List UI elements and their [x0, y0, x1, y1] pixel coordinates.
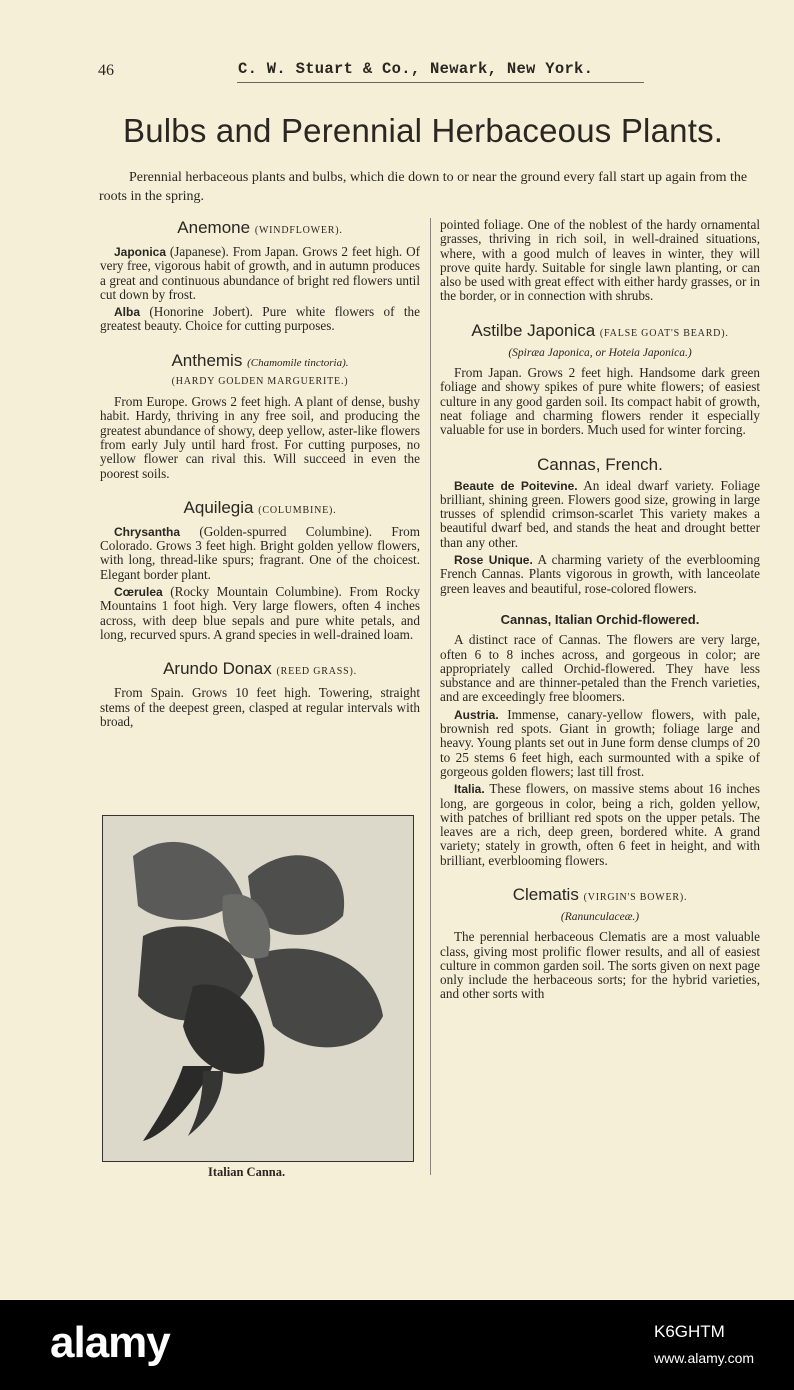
entry-lead: Cœrulea — [114, 585, 163, 600]
entry-lead: Rose Unique. — [454, 553, 533, 568]
image-code: K6GHTM — [654, 1322, 725, 1341]
heading-text: Anthemis — [171, 350, 243, 370]
entry-lead: Beaute de Poitevine. — [454, 478, 578, 493]
entry-text: (Rocky Mountain Columbine). From Rocky Mountains 1 foot high. Very large flowers, often 4 inches across, with deep blue sepals and pure white petals, and long, recurved spurs. A grand species in well-drained loam. — [100, 584, 420, 642]
entry-paragraph: From Japan. Grows 2 feet high. Handsome dark green foliage and showy spikes of pure white flowers; of easiest culture in any good garden soil. Its compact habit of growth, neat foliage and charming flowers render it especially valuable for use in borders. Much used for winter forcing. — [440, 365, 760, 438]
page-title: Bulbs and Perennial Herbaceous Plants. — [123, 112, 724, 149]
heading-common-name: (COLUMBINE). — [258, 504, 337, 516]
heading-text: Anemone — [177, 218, 251, 237]
entry-paragraph — [100, 245, 420, 302]
heading-common-name: (HARDY GOLDEN MARGUERITE.) — [171, 375, 349, 387]
entry-paragraph: From Europe. Grows 2 feet high. A plant of dense, bushy habit. Hardy, thriving in any free soil, and producing the greatest abundance of showy, deep yellow, aster-like flowers from early July until hard frost. For cutting purposes, no yellow flower can rival this. Will succeed in even the poorest soils. — [100, 394, 420, 481]
entry-lead: Alba — [114, 305, 141, 320]
section-heading-astilbe — [440, 321, 760, 344]
entry-text: Immense, canary-yellow flowers, with pale, brownish red spots. Giant in growth; foliage large and heavy. Young plants set out in June form dense clumps of 20 to 25 stems 6 feet high, each surmounted with a spike of gorgeous golden flowers; last till frost. — [440, 706, 760, 779]
heading-text: Astilbe Japonica — [471, 320, 596, 340]
heading-common-name: (VIRGIN'S BOWER). — [583, 891, 688, 903]
heading-common-name: (REED GRASS). — [276, 666, 357, 678]
section-heading-arundo — [100, 659, 420, 682]
section-heading-anthemis — [100, 351, 420, 373]
section-heading-anemone — [100, 218, 420, 241]
entry-paragraph: A distinct race of Cannas. The flowers are very large, often 6 to 8 inches across, and gorgeous in color; are appropriately called Orchid-flowered. They have less substance and are thinner-petaled than the French varieties, and are exceedingly free bloomers. — [440, 632, 760, 705]
heading-common-name: (WINDFLOWER). — [254, 225, 343, 236]
left-column — [100, 218, 420, 732]
entry-paragraph — [440, 553, 760, 596]
photo-caption: Italian Canna. — [208, 1165, 286, 1179]
italian-canna-photo — [102, 815, 414, 1162]
section-heading-cannas-italian: Cannas, Italian Orchid-flowered. — [500, 611, 700, 627]
entry-lead: Chrysantha — [114, 524, 181, 539]
entry-paragraph: From Spain. Grows 10 feet high. Towering, straight stems of the deepest green, clasped at regular intervals with broad, — [100, 685, 420, 729]
entry-lead: Japonica — [114, 245, 167, 259]
heading-text: Aquilegia — [183, 497, 254, 517]
heading-latin-name: (Ranunculaceæ.) — [560, 910, 640, 923]
entry-lead: Austria. — [454, 707, 499, 722]
canna-flower-illustration — [103, 816, 413, 1161]
running-header: C. W. Stuart & Co., Newark, New York. — [238, 60, 594, 78]
alamy-logo: alamy — [50, 1318, 170, 1367]
heading-latin-name: (Chamomile tinctoria). — [247, 356, 349, 369]
watermark-site: www.alamy.com — [654, 1350, 755, 1366]
page-number: 46 — [98, 62, 114, 79]
section-heading-cannas-french: Cannas, French. — [537, 454, 663, 474]
entry-paragraph — [440, 479, 760, 550]
column-divider — [430, 218, 431, 1175]
heading-text: Arundo Donax — [163, 659, 272, 679]
entry-text: (Japanese). From Japan. Grows 2 feet high. Of very free, vigorous habit of growth, and in autumn produces a great and continuous abundance of bright red flowers until cut down by frost. — [100, 244, 420, 302]
section-heading-aquilegia — [100, 498, 420, 521]
entry-text: These flowers, on massive stems about 16 inches long, are gorgeous in color, being a rich, golden yellow, with patches of brilliant red spots on the upper petals. The leaves are a rich, deep green, bordered white. A grand variety; stately in growth, often 6 feet in height, and with brilliant, everblooming flowers. — [440, 781, 760, 868]
intro-paragraph: Perennial herbaceous plants and bulbs, which die down to or near the ground every fall start up again from the roots in the spring. — [99, 170, 748, 204]
entry-paragraph — [440, 708, 760, 779]
entry-paragraph: pointed foliage. One of the noblest of the hardy ornamental grasses, thriving in rich soil, in well-drained situations, where, with a good mulch of leaves in winter, they will prove quite hardy. Suitable for single lawn planting, or can also be used with great effect with either hardy grasses, or in the border, or in connection with shrubs. — [440, 217, 760, 304]
heading-text: Clematis — [512, 884, 579, 904]
entry-paragraph — [100, 525, 420, 582]
heading-common-name: (FALSE GOAT'S BEARD). — [599, 327, 729, 339]
entry-paragraph — [100, 585, 420, 642]
heading-latin-name: (Spiræa Japonica, or Hoteia Japonica.) — [508, 346, 692, 359]
section-heading-clematis — [440, 885, 760, 908]
right-column — [440, 218, 760, 1005]
entry-lead: Italia. — [454, 782, 485, 797]
entry-paragraph — [440, 782, 760, 868]
entry-paragraph: The perennial herbaceous Clematis are a most valuable class, giving most prolific flower results, and all of easiest culture in common garden soil. The sorts given on next page only include the herbaceous sorts; for the hybrid varieties, and other sorts with — [440, 929, 760, 1002]
entry-text: A charming variety of the everblooming French Cannas. Plants vigorous in growth, with lanceolate green leaves and beautiful, rose-colored flowers. — [440, 552, 760, 596]
entry-text: An ideal dwarf variety. Foliage brilliant, shining green. Flowers good size, growing in large trusses of splendid crimson-scarlet This variety makes a beautiful dwarf bed, and stands the heat and drought better than any other. — [440, 477, 760, 550]
entry-text: (Golden-spurred Columbine). From Colorado. Grows 3 feet high. Bright golden yellow flowers, with long, thread-like spurs; fragrant. One of the choicest. Elegant border plant. — [100, 523, 420, 582]
header-rule — [237, 82, 644, 83]
entry-text: (Honorine Jobert). Pure white flowers of the greatest beauty. Choice for cutting purposes. — [100, 304, 420, 334]
entry-paragraph — [100, 305, 420, 334]
